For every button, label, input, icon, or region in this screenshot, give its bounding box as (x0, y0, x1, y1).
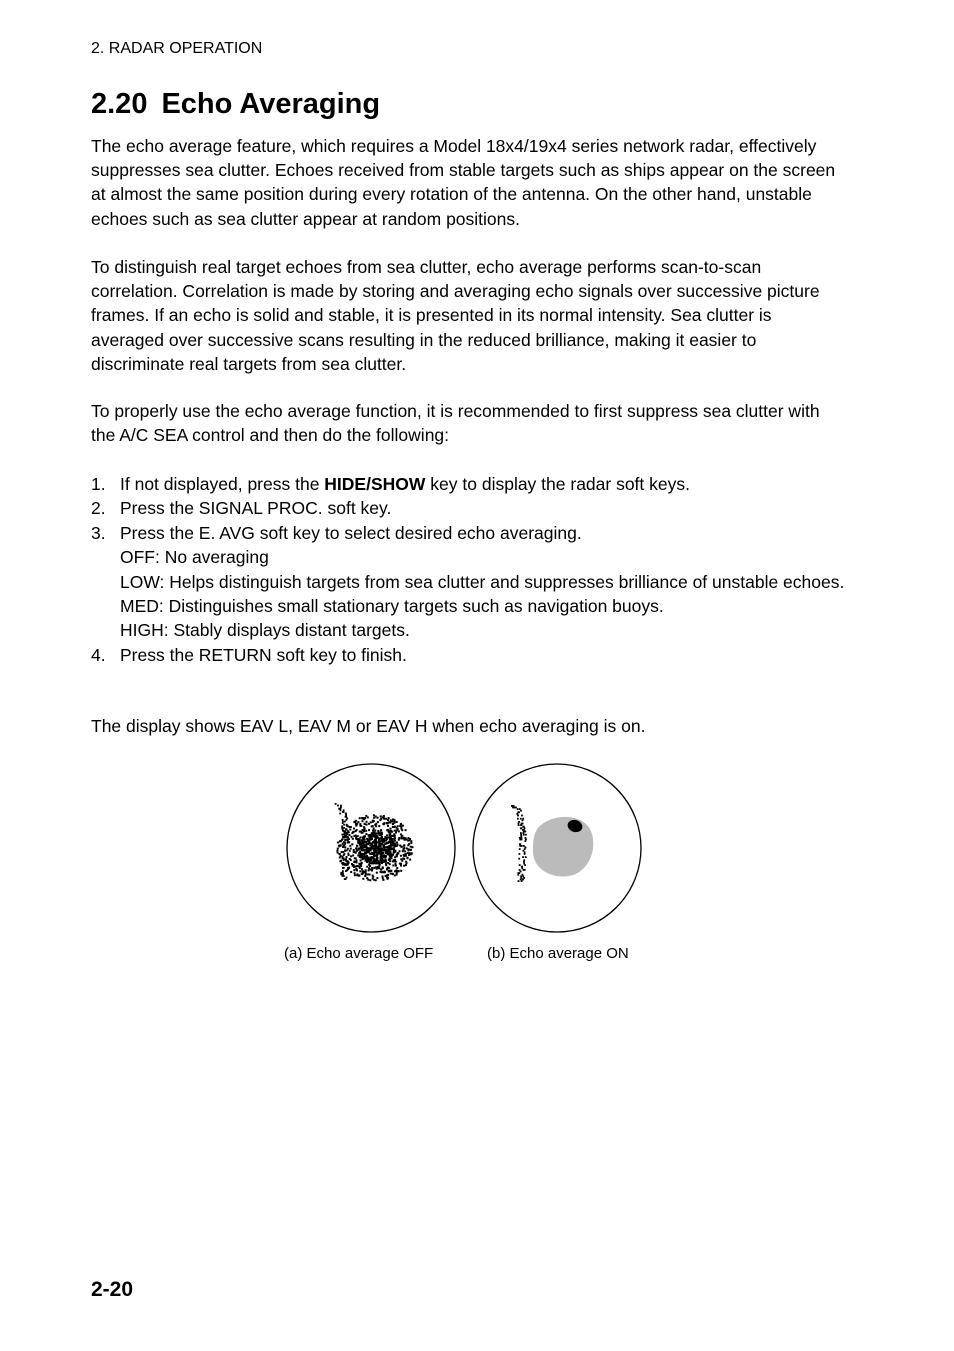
step-item (91, 521, 851, 643)
section-title (91, 88, 380, 121)
running-header: 2. RADAR OPERATION (91, 40, 263, 57)
step-text: Press the SIGNAL PROC. soft key. (120, 498, 392, 519)
caption-echo-on: (b) Echo average ON (487, 945, 629, 962)
section-title-text: Echo Averaging (161, 88, 381, 120)
page-number: 2-20 (91, 1278, 134, 1301)
procedure-intro-paragraph: To properly use the echo average function, it is recommended to first suppress sea clutter with the A/C SEA control and then do the following: (91, 401, 820, 446)
hide-show-key-name: HIDE/SHOW (324, 474, 426, 494)
echo-comparison-illustration (270, 755, 670, 945)
section-number: 2.20 (91, 88, 148, 120)
procedure-steps (91, 472, 851, 667)
echo-average-figure (270, 755, 670, 985)
option-low: LOW: Helps distinguish targets from sea clutter and suppresses brilliance of unstable echoes. (120, 571, 845, 592)
option-off: OFF: No averaging (120, 547, 269, 568)
step-item (91, 643, 851, 667)
correlation-paragraph: To distinguish real target echoes from sea clutter, echo average performs scan-to-scan correlation. Correlation is made by storing and averaging echo signals over successive picture frames. If an echo is solid and stable, it is presented in its normal intensity. Sea clutter is averaged over successive scans resulting in the reduced brilliance, making it easier to discriminate real targets from sea clutter. (91, 257, 820, 374)
intro-paragraph: The echo average feature, which requires a Model 18x4/19x4 series network radar, effectively suppresses sea clutter. Echoes received from stable targets such as ships appear on the screen at almost the same position during every rotation of the antenna. On the other hand, unstable echoes such as sea clutter appear at random positions. (91, 136, 836, 229)
step-text: Press the RETURN soft key to finish. (120, 644, 407, 665)
option-high: HIGH: Stably displays distant targets. (120, 620, 410, 641)
step-number: 2. (91, 498, 106, 519)
step-item (91, 496, 851, 520)
step-text-post: key to display the radar soft keys. (425, 474, 690, 494)
step-text: Press the E. AVG soft key to select desired echo averaging. (120, 522, 582, 543)
step-number: 3. (91, 522, 106, 543)
step-number: 1. (91, 474, 106, 494)
caption-echo-off: (a) Echo average OFF (284, 945, 434, 962)
option-med: MED: Distinguishes small stationary targets such as navigation buoys. (120, 596, 664, 617)
step-number: 4. (91, 644, 106, 665)
step-text-pre: If not displayed, press the (120, 474, 325, 494)
averaged-clutter-blob (533, 817, 593, 877)
closing-paragraph: The display shows EAV L, EAV M or EAV H when echo averaging is on. (91, 716, 646, 736)
echo-off-ppi (287, 764, 455, 932)
step-item (91, 472, 851, 496)
echo-on-ppi (473, 764, 641, 932)
